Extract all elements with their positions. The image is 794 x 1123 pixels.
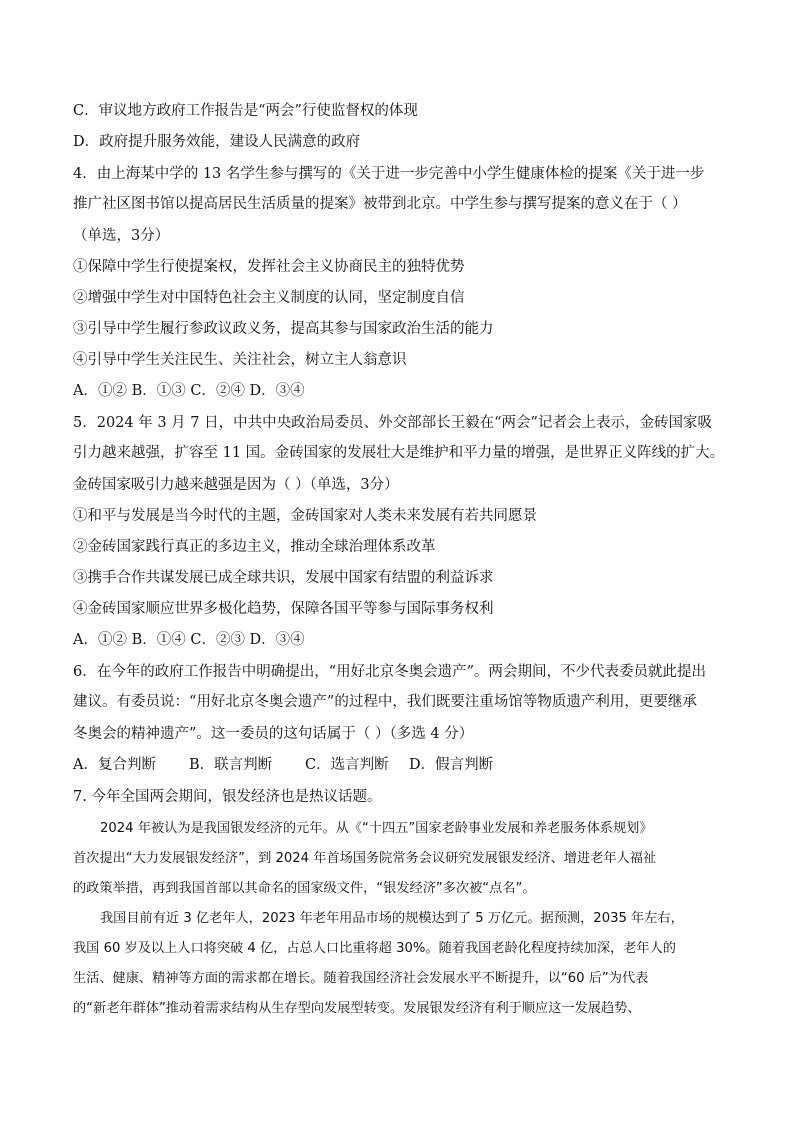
q4-statement-2: ②增强中学生对中国特色社会主义制度的认同，坚定制度自信 <box>73 290 465 306</box>
q5-statement-3: ③携手合作共谋发展已成全球共识，发展中国家有结盟的利益诉求 <box>73 570 494 586</box>
q4-stem-line3: （单选，3分） <box>73 228 170 244</box>
q7-stem: 7. 今年全国两会期间，银发经济也是热议话题。 <box>73 789 382 805</box>
q6-option-d: D．假言判断 <box>409 757 494 773</box>
q6-stem-line3: 冬奥会的精神遗产”。这一委员的这句话属于（ ）（多选 4 分） <box>73 726 474 742</box>
q5-statement-4: ④金砖国家顺应世界多极化趋势，保障各国平等参与国际事务权利 <box>73 601 494 617</box>
q5-stem-line3: 金砖国家吸引力越来越强是因为（ ）（单选，3分） <box>73 477 399 493</box>
q6-option-a: A．复合判断 <box>73 757 156 773</box>
q3-option-d: D．政府提升服务效能，建设人民满意的政府 <box>73 134 361 150</box>
q4-statement-4: ④引导中学生关注民生、关注社会，树立主人翁意识 <box>73 352 407 368</box>
q5-statement-1: ①和平与发展是当今时代的主题，金砖国家对人类未来发展有若共同愿景 <box>73 508 537 524</box>
q7-p2-line2: 我国 60 岁及以上人口将突破 4 亿，占总人口比重将超 30%。随着我国老龄化程度持续加深，老年人的 <box>73 941 676 956</box>
q5-options: A．①② B．①④ C．②③ D．③④ <box>73 632 305 648</box>
q4-options: A．①② B．①③ C．②④ D．③④ <box>73 383 305 399</box>
q6-options <box>73 755 734 775</box>
q7-p2-line1: 我国目前有近 3 亿老年人，2023 年老年用品市场的规模达到了 5 万亿元。据预测，2035 年左右， <box>100 911 684 926</box>
q7-p2-line3: 生活、健康、精神等方面的需求都在增长。随着我国经济社会发展水平不断提升，以“60 后”为代表 <box>73 971 649 986</box>
q3-option-c: C．审议地方政府工作报告是“两会”行使监督权的体现 <box>73 103 418 119</box>
q7-p1-line2: 首次提出“大力发展银发经济”，到 2024 年首场国务院常务会议研究发展银发经济、增进老年人福祉 <box>73 851 657 866</box>
q7-p1-line1: 2024 年被认为是我国银发经济的元年。从《“十四五”国家老龄事业发展和养老服务体系规划》 <box>100 821 653 836</box>
q6-stem-line2: 建议。有委员说：“用好北京冬奥会遗产”的过程中，我们既要注重场馆等物质遗产利用，更要继承 <box>73 694 697 710</box>
q7-p2-line4: 的“新老年群体”推动着需求结构从生存型向发展型转变。发展银发经济有利于顺应这一发展趋势、 <box>73 1001 641 1016</box>
q5-statement-2: ②金砖国家践行真正的多边主义，推动全球治理体系改革 <box>73 539 436 555</box>
q6-stem-line1: 6．在今年的政府工作报告中明确提出，“用好北京冬奥会遗产”。两会期间，不少代表委员就此提出 <box>73 664 707 680</box>
q6-option-c: C．选言判断 <box>305 757 389 773</box>
q6-option-b: B．联言判断 <box>189 757 273 773</box>
q7-material-paragraph-1 <box>73 819 733 899</box>
q4-stem-line1: 4．由上海某中学的 13 名学生参与撰写的《关于进一步完善中小学生健康体检的提案《关于进一步 <box>73 166 705 182</box>
q4-statement-3: ③引导中学生履行参政议政义务，提高其参与国家政治生活的能力 <box>73 321 494 337</box>
q5-stem-line2: 引力越来越强，扩容至 11 国。金砖国家的发展壮大是维护和平力量的增强，是世界正义阵线的扩大。 <box>73 445 725 461</box>
q7-p1-line3: 的政策举措，再到我国首部以其命名的国家级文件，“银发经济”多次被“点名”。 <box>73 881 536 896</box>
q5-stem-line1: 5．2024 年 3 月 7 日，中共中央政治局委员、外交部部长王毅在“两会”记者会上表示，金砖国家吸 <box>73 415 712 431</box>
q4-statement-1: ①保障中学生行使提案权，发挥社会主义协商民主的独特优势 <box>73 259 465 275</box>
q4-stem-line2: 推广社区图书馆以提高居民生活质量的提案》被带到北京。中学生参与撰写提案的意义在于（ ） <box>73 196 687 212</box>
q7-material-paragraph-2 <box>73 909 733 1019</box>
